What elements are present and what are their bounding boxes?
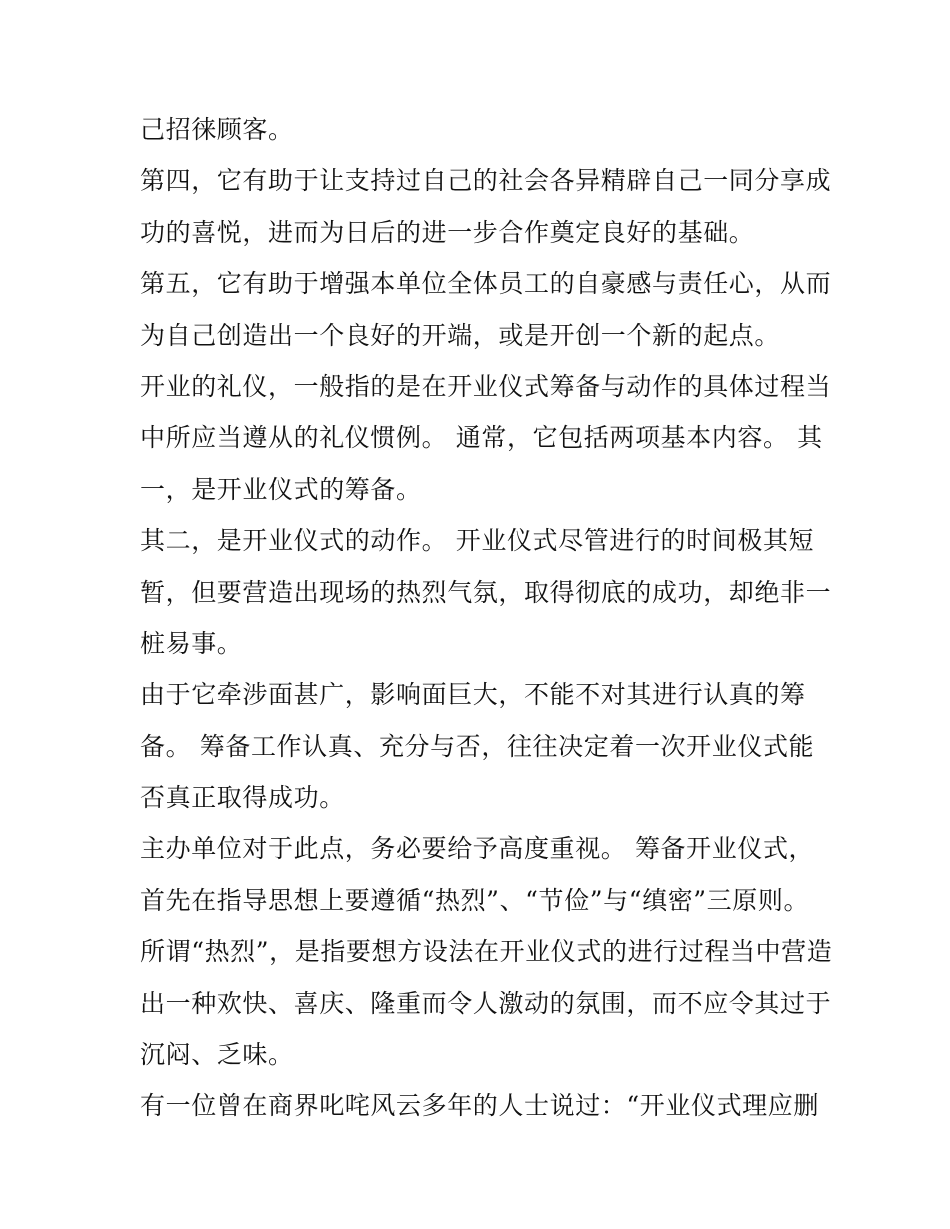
text-line-6: 开业的礼仪，一般指的是在开业仪式筹备与动作的具体过程当: [140, 371, 832, 401]
text-line-7: 中所应当遵从的礼仪惯例。 通常，它包括两项基本内容。 其: [140, 423, 823, 453]
text-line-8: 一，是开业仪式的筹备。: [140, 474, 422, 504]
text-line-18: 出一种欢快、喜庆、隆重而令人激动的氛围，而不应令其过于: [140, 988, 832, 1018]
text-line-3: 功的喜悦，进而为日后的进一步合作奠定良好的基础。: [140, 217, 755, 247]
text-line-12: 由于它牵涉面甚广，影响面巨大，不能不对其进行认真的筹: [140, 680, 806, 710]
text-line-20: 有一位曾在商界叱咤风云多年的人士说过：“开业仪式理应删: [140, 1091, 819, 1121]
text-line-2: 第四，它有助于让支持过自己的社会各异精辟自己一同分享成: [140, 166, 832, 196]
text-line-13: 备。 筹备工作认真、充分与否，往往决定着一次开业仪式能: [140, 731, 815, 761]
body-text: [140, 104, 833, 1132]
text-line-10: 暂，但要营造出现场的热烈气氛，取得彻底的成功，却绝非一: [140, 577, 832, 607]
text-line-4: 第五，它有助于增强本单位全体员工的自豪感与责任心，从而: [140, 269, 832, 299]
text-line-11: 桩易事。: [140, 628, 243, 658]
text-line-14: 否真正取得成功。: [140, 783, 345, 813]
text-line-19: 沉闷、乏味。: [140, 1040, 294, 1070]
text-line-1: 己招徕顾客。: [140, 115, 294, 144]
text-line-9: 其二，是开业仪式的动作。 开业仪式尽管进行的时间极其短: [140, 526, 815, 556]
text-line-15: 主办单位对于此点，务必要给予高度重视。 筹备开业仪式，: [140, 834, 815, 864]
text-line-17: 所谓“热烈”，是指要想方设法在开业仪式的进行过程当中营造: [140, 937, 833, 967]
text-line-16: 首先在指导思想上要遵循“热烈”、“节俭”与“缜密”三原则。: [140, 885, 810, 915]
text-line-5: 为自己创造出一个良好的开端，或是开创一个新的起点。: [140, 320, 781, 350]
